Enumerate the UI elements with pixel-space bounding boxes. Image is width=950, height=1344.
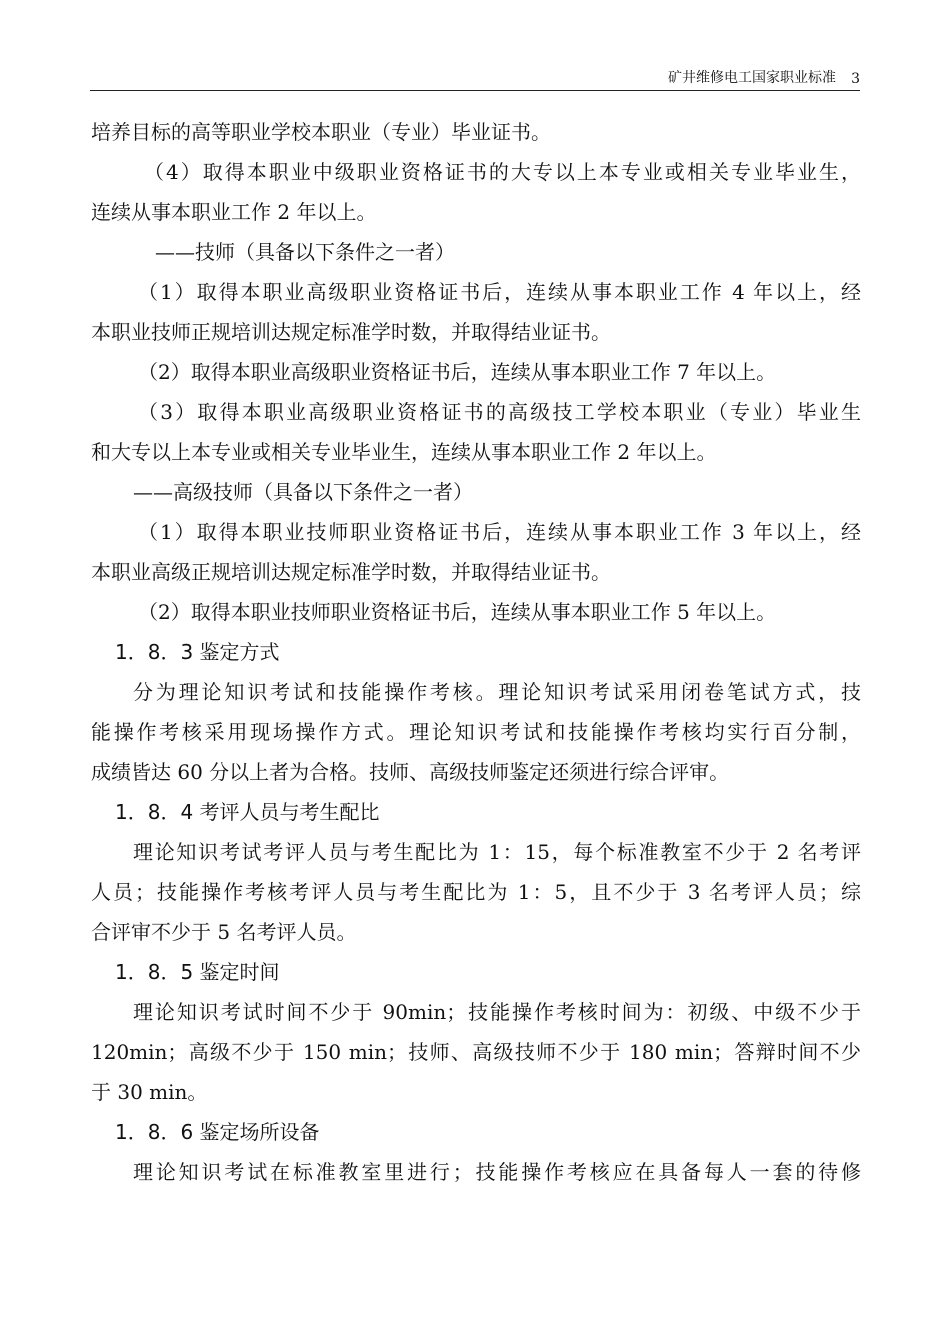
text-line: 合评审不少于 5 名考评人员。 xyxy=(91,920,357,944)
text-line: 本职业高级正规培训达规定标准学时数，并取得结业证书。 xyxy=(91,560,611,584)
text-line: 人员；技能操作考核考评人员与考生配比为 1：5，且不少于 3 名考评人员；综 xyxy=(91,880,861,904)
text-line: 连续从事本职业工作 2 年以上。 xyxy=(91,200,377,224)
section-heading: 1．8．6 鉴定场所设备 xyxy=(115,1120,320,1144)
text-line: 理论知识考试时间不少于 90min；技能操作考核时间为：初级、中级不少于 xyxy=(133,1000,861,1024)
text-line: （2）取得本职业技师职业资格证书后，连续从事本职业工作 5 年以上。 xyxy=(138,600,777,624)
text-line: （1）取得本职业高级职业资格证书后，连续从事本职业工作 4 年以上，经 xyxy=(138,280,861,304)
text-line: 培养目标的高等职业学校本职业（专业）毕业证书。 xyxy=(91,120,551,144)
text-line: （4）取得本职业中级职业资格证书的大专以上本专业或相关专业毕业生， xyxy=(144,160,861,184)
header-title: 矿井维修电工国家职业标准 xyxy=(668,70,836,86)
text-line: 理论知识考试在标准教室里进行；技能操作考核应在具备每人一套的待修 xyxy=(133,1160,861,1184)
text-line: 能操作考核采用现场操作方式。理论知识考试和技能操作考核均实行百分制， xyxy=(91,720,861,744)
section-heading: 1．8．5 鉴定时间 xyxy=(115,960,280,984)
text-line: 本职业技师正规培训达规定标准学时数，并取得结业证书。 xyxy=(91,320,611,344)
section-heading: 1．8．3 鉴定方式 xyxy=(115,640,280,664)
section-dash-heading: ——高级技师（具备以下条件之一者） xyxy=(133,480,473,504)
text-line: （1）取得本职业技师职业资格证书后，连续从事本职业工作 3 年以上，经 xyxy=(138,520,861,544)
text-line: 分为理论知识考试和技能操作考核。理论知识考试采用闭卷笔试方式，技 xyxy=(133,680,861,704)
text-line: 理论知识考试考评人员与考生配比为 1：15，每个标准教室不少于 2 名考评 xyxy=(133,840,861,864)
text-line: 于 30 min。 xyxy=(91,1080,208,1104)
page-number: 3 xyxy=(851,71,860,87)
text-line: 和大专以上本专业或相关专业毕业生，连续从事本职业工作 2 年以上。 xyxy=(91,440,717,464)
section-heading: 1．8．4 考评人员与考生配比 xyxy=(115,800,380,824)
text-line: （3）取得本职业高级职业资格证书的高级技工学校本职业（专业）毕业生 xyxy=(138,400,861,424)
text-line: （2）取得本职业高级职业资格证书后，连续从事本职业工作 7 年以上。 xyxy=(138,360,777,384)
section-dash-heading: ——技师（具备以下条件之一者） xyxy=(155,240,455,264)
text-line: 120min；高级不少于 150 min；技师、高级技师不少于 180 min；答辩时间不少 xyxy=(91,1040,861,1064)
document-body xyxy=(91,112,861,1192)
text-line: 成绩皆达 60 分以上者为合格。技师、高级技师鉴定还须进行综合评审。 xyxy=(91,760,730,784)
running-header xyxy=(90,70,860,91)
